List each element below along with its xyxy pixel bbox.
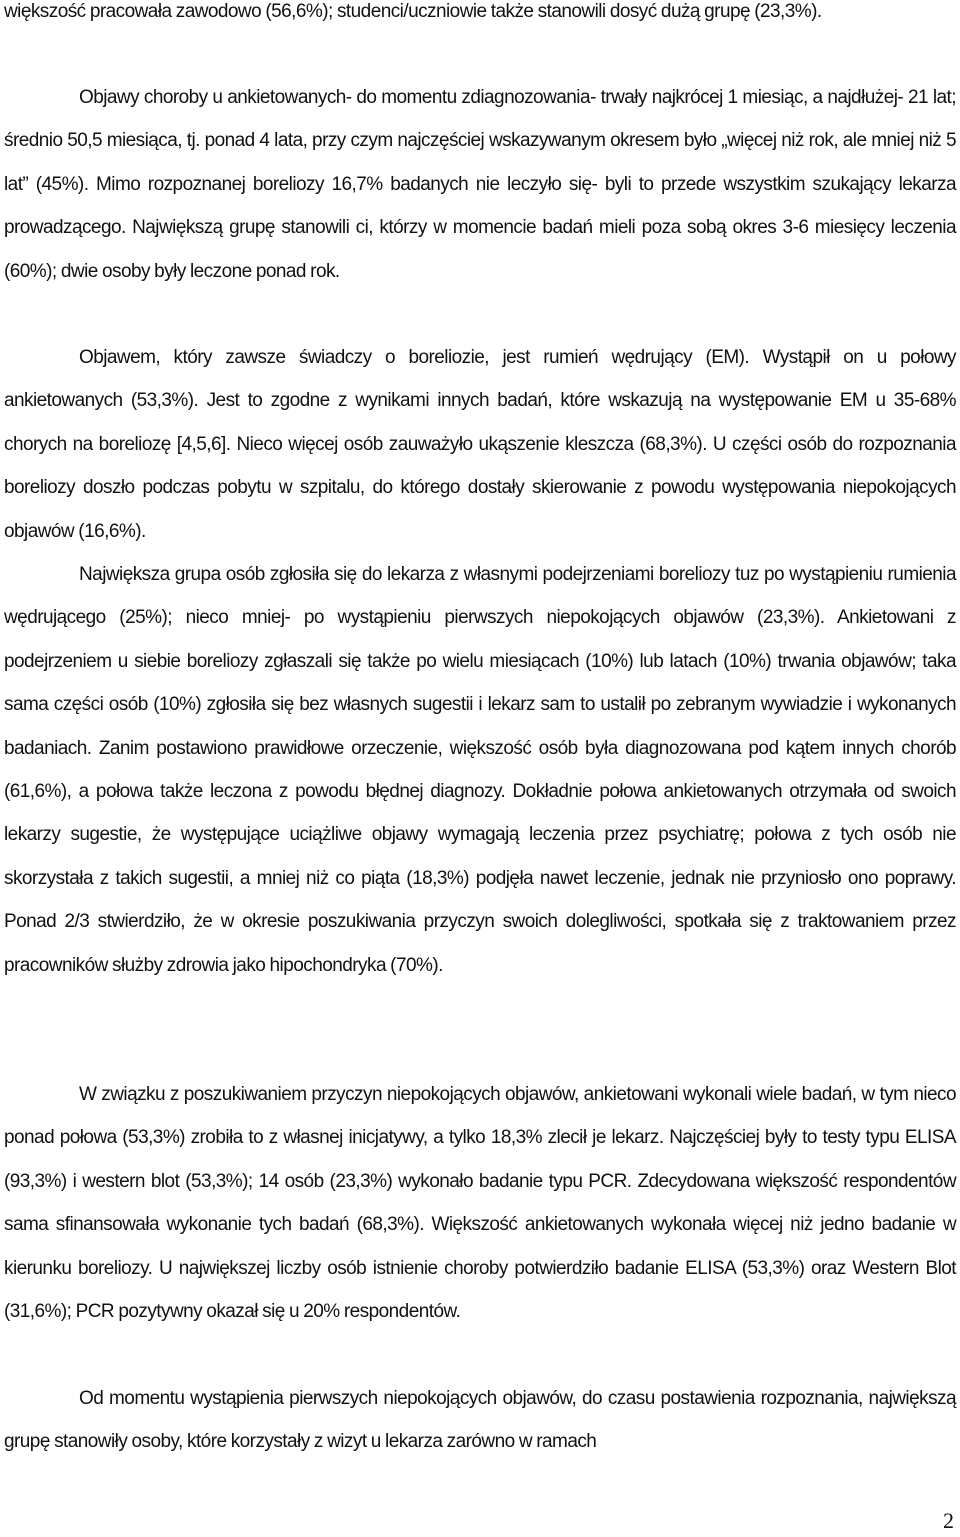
paragraph-erythema-migrans: Objawem, który zawsze świadczy o boreliozie, jest rumień wędrujący (EM). Wystąpił on u połowy ankietowanych (53,3%). Jest to zgodne z wynikami innych badań, które wskazują na występowanie EM u 35-68% chorych na boreliozę [4,5,6]. Nieco więcej osób zauważyło ukąszenie kleszcza (68,3%). U części osób do rozpoznania boreliozy doszło podczas pobytu w szpitalu, do którego dostały skierowanie z powodu występowania niepokojących objawów (16,6%).	[4, 347, 956, 542]
paragraph-doctor-visits: Największa grupa osób zgłosiła się do lekarza z własnymi podejrzeniami boreliozy tuz po wystąpieniu rumienia wędrującego (25%); nieco mniej- po wystąpieniu pierwszych niepokojących objawów (23,3%). Ankietowani z podejrzeniem u siebie boreliozy zgłaszali się także po wielu miesiącach (10%) lub latach (10%) trwania objawów; taka sama części osób (10%) zgłosiła się bez własnych sugestii i lekarz sam to ustalił po zebranym wywiadzie i wykonanych badaniach. Zanim postawiono prawidłowe orzeczenie, większość osób była diagnozowana pod kątem innych chorób (61,6%), a połowa także leczona z powodu błędnej diagnozy. Dokładnie połowa ankietowanych otrzymała od swoich lekarzy sugestie, że występujące uciążliwe objawy wymagają leczenia przez psychiatrę; połowa z tych osób nie skorzystała z takich sugestii, a mniej niż co piąta (18,3%) podjęła nawet leczenie, jednak nie przyniosło ono poprawy. Ponad 2/3 stwierdziło, że w okresie poszukiwania przyczyn swoich dolegliwości, spotkała się z traktowaniem przez pracowników służby zdrowia jako hipochondryka (70%).	[4, 564, 956, 976]
paragraph-diagnostic-tests: W związku z poszukiwaniem przyczyn niepokojących objawów, ankietowani wykonali wiele badań, w tym nieco ponad połowa (53,3%) zrobiła to z własnej inicjatywy, a tylko 18,3% zlecił je lekarz. Najczęściej były to testy typu ELISA (93,3%) i western blot (53,3%); 14 osób (23,3%) wykonało badanie typu PCR. Zdecydowana większość respondentów sama sfinansowała wykonanie tych badań (68,3%). Większość ankietowanych wykonała więcej niż jedno badanie w kierunku boreliozy. U największej liczby osób istnienie choroby potwierdziło badanie ELISA (53,3%) oraz Western Blot (31,6%); PCR pozytywny okazał się u 20% respondentów.	[4, 1084, 956, 1323]
page-number: 2	[943, 1508, 954, 1533]
paragraph-symptoms-duration: Objawy choroby u ankietowanych- do momentu zdiagnozowania- trwały najkrócej 1 miesiąc, a najdłużej- 21 lat; średnio 50,5 miesiąca, tj. ponad 4 lata, przy czym najczęściej wskazywanym okresem było „więcej niż rok, ale mniej niż 5 lat” (45%). Mimo rozpoznanej boreliozy 16,7% badanych nie leczyło się- byli to przede wszystkim szukający lekarza prowadzącego. Największą grupę stanowili ci, którzy w momencie badań mieli poza sobą okres 3-6 miesięcy leczenia (60%); dwie osoby były leczone ponad rok.	[4, 87, 956, 282]
paragraph-employment: większość pracowała zawodowo (56,6%); studenci/uczniowie także stanowili dosyć dużą grupę (23,3%).	[4, 1, 822, 22]
paragraph-diagnosis-time: Od momentu wystąpienia pierwszych niepokojących objawów, do czasu postawienia rozpoznania, największą grupę stanowiły osoby, które korzystały z wizyt u lekarza zarówno w ramach	[4, 1388, 956, 1453]
